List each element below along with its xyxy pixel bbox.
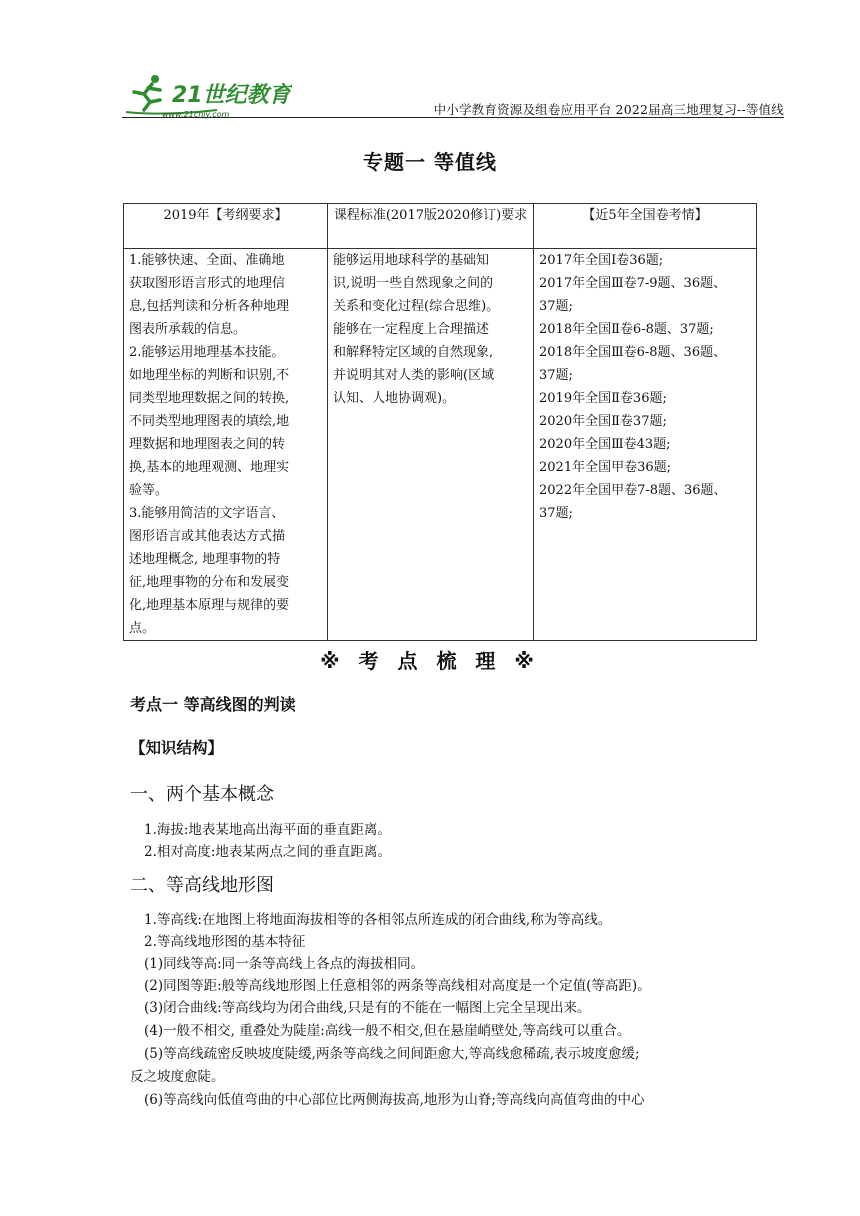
part2-heading: 二、等高线地形图 [130, 875, 274, 896]
page-title: 专题一 等值线 [363, 150, 497, 174]
table-line: 点。 [129, 621, 156, 636]
table-line: 2.能够运用地理基本技能。 [129, 345, 285, 360]
list-item: 反之坡度愈陡。 [130, 1069, 225, 1085]
part1-heading: 一、两个基本概念 [130, 784, 274, 805]
table-line: 2020年全国Ⅱ卷37题; [539, 414, 667, 429]
table-line: 1.能够快速、全面、准确地 [129, 253, 285, 268]
table-cell-exam-requirements [124, 249, 328, 641]
table-line: 2022年全国甲卷7-8题、36题、 [539, 483, 727, 498]
table-row [124, 249, 757, 641]
table-line: 并说明其对人类的影响(区域 [333, 368, 495, 383]
table-line: 37题; [539, 299, 573, 314]
table-line: 能够在一定程度上合理描述 [333, 322, 490, 337]
table-line: 识,说明一些自然现象之间的 [333, 276, 494, 291]
svg-text:21世纪教育: 21世纪教育 [172, 83, 291, 108]
table-line: 2021年全国甲卷36题; [539, 460, 672, 475]
list-item: (5)等高线疏密反映坡度陡缓,两条等高线之间间距愈大,等高线愈稀疏,表示坡度愈缓; [144, 1046, 640, 1062]
logo [122, 70, 292, 120]
table-header-col1: 2019年【考纲要求】 [124, 204, 328, 249]
list-item: (6)等高线向低值弯曲的中心部位比两侧海拔高,地形为山脊;等高线向高值弯曲的中心 [144, 1092, 645, 1108]
section-title: ※ 考 点 梳 理 ※ [320, 649, 540, 673]
list-item: (1)同线等高:同一条等高线上各点的海拔相同。 [144, 956, 425, 972]
table-line: 2020年全国Ⅲ卷43题; [539, 437, 671, 452]
table-line: 37题; [539, 506, 573, 521]
table-line: 获取图形语言形式的地理信 [129, 276, 286, 291]
list-item: (3)闭合曲线:等高线均为闭合曲线,只是有的不能在一幅图上完全呈现出来。 [144, 1000, 591, 1016]
list-item: 1.等高线:在地图上将地面海拔相等的各相邻点所连成的闭合曲线,称为等高线。 [144, 912, 612, 928]
knowledge-structure-label: 【知识结构】 [130, 739, 224, 757]
table-line: 同类型地理数据之间的转换, [129, 391, 290, 406]
table-line: 关系和变化过程(综合思维)。 [333, 299, 500, 314]
table-line: 如地理坐标的判断和识别,不 [129, 368, 290, 383]
table-line: 能够运用地球科学的基础知 [333, 253, 490, 268]
requirements-table [123, 203, 757, 641]
table-cell-curriculum-standard [328, 249, 534, 641]
table-line: 2018年全国Ⅲ卷6-8题、36题、 [539, 345, 727, 360]
list-item: 1.海拔:地表某地高出海平面的垂直距离。 [144, 822, 391, 838]
topic-heading: 考点一 等高线图的判读 [130, 695, 296, 714]
table-line: 2017年全国Ⅲ卷7-9题、36题、 [539, 276, 727, 291]
table-cell-exam-history [534, 249, 757, 641]
runner-logo-icon [122, 70, 292, 120]
table-line: 2019年全国Ⅱ卷36题; [539, 391, 667, 406]
header-divider [122, 117, 784, 118]
table-line: 和解释特定区域的自然现象, [333, 345, 494, 360]
table-line: 理数据和地理图表之间的转 [129, 437, 286, 452]
table-line: 化,地理基本原理与规律的要 [129, 598, 290, 613]
table-line: 述地理概念, 地理事物的特 [129, 552, 281, 567]
table-line: 征,地理事物的分布和发展变 [129, 575, 290, 590]
table-line: 3.能够用简洁的文字语言、 [129, 506, 285, 521]
table-header-col2: 课程标准(2017版2020修订)要求 [328, 204, 534, 249]
list-item: 2.等高线地形图的基本特征 [144, 934, 306, 950]
table-line: 验等。 [129, 483, 169, 498]
table-line: 图形语言或其他表达方式描 [129, 529, 286, 544]
list-item: 2.相对高度:地表某两点之间的垂直距离。 [144, 844, 391, 860]
table-header-row [124, 204, 757, 249]
table-line: 息,包括判读和分析各种地理 [129, 299, 290, 314]
table-line: 认知、人地协调观)。 [333, 391, 456, 406]
table-line: 2018年全国Ⅱ卷6-8题、37题; [539, 322, 714, 337]
table-line: 2017年全国Ⅰ卷36题; [539, 253, 664, 268]
list-item: (2)同图等距:般等高线地形图上任意相邻的两条等高线相对高度是一个定值(等高距)。 [144, 978, 651, 994]
table-line: 图表所承载的信息。 [129, 322, 247, 337]
svg-text:www.21cnjy.com: www.21cnjy.com [162, 110, 230, 119]
list-item: (4)一般不相交, 重叠处为陡崖:高线一般不相交,但在悬崖峭壁处,等高线可以重合。 [144, 1023, 631, 1039]
table-line: 换,基本的地理观测、地理实 [129, 460, 290, 475]
table-line: 37题; [539, 368, 573, 383]
table-header-col3: 【近5年全国卷考情】 [534, 204, 757, 249]
table-line: 不同类型地理图表的填绘,地 [129, 414, 290, 429]
header-text: 中小学教育资源及组卷应用平台 2022届高三地理复习--等值线 [433, 102, 784, 117]
